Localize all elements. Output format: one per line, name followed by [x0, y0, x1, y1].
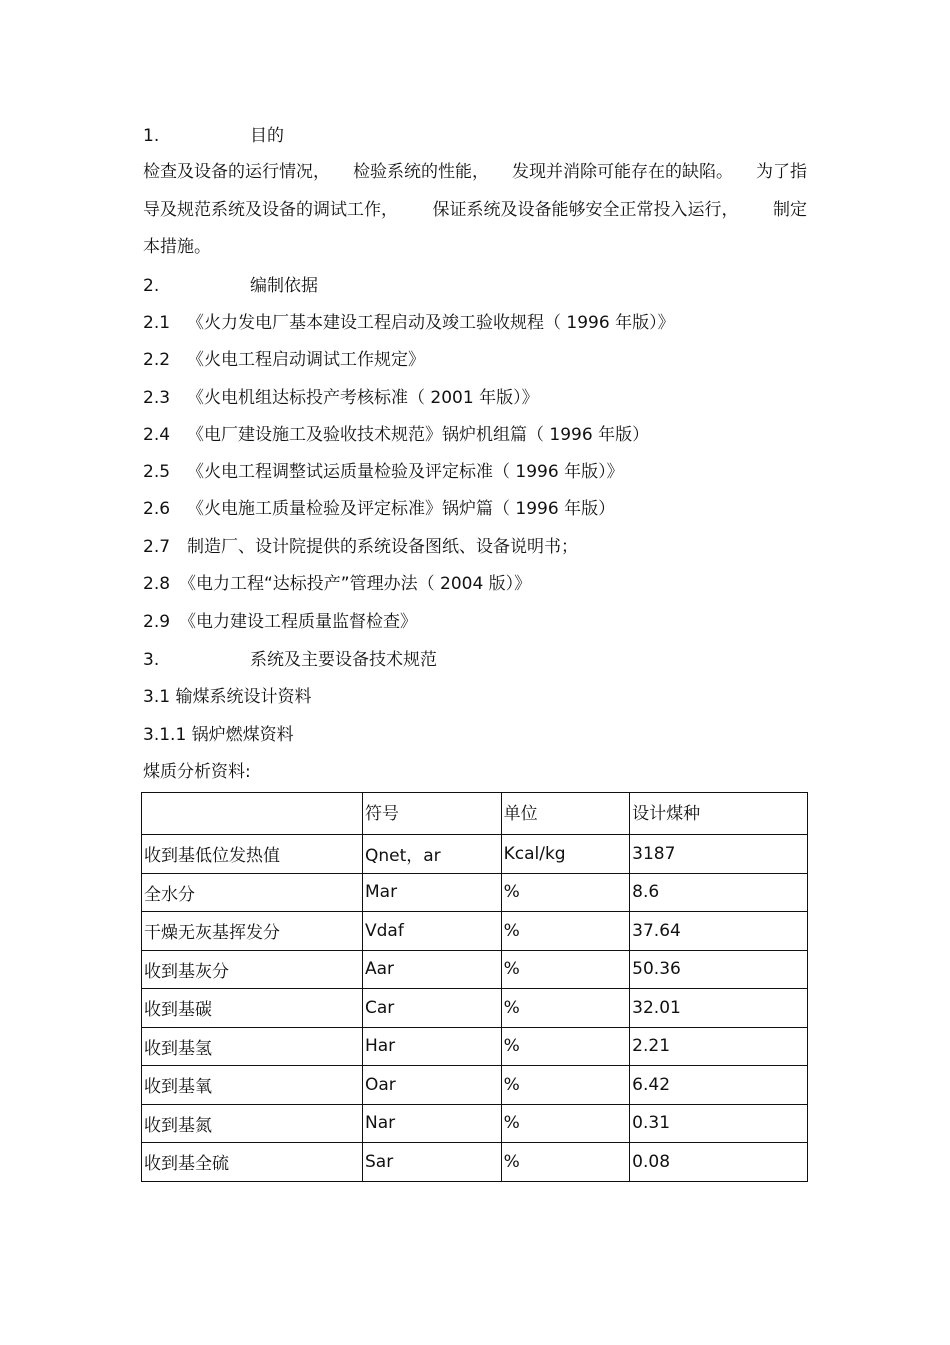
table-cell: 收到基全硫 — [142, 1143, 363, 1182]
reference-number: 2.7 — [143, 537, 171, 557]
table-cell: % — [501, 1027, 630, 1066]
reference-text: 《电力建设工程质量监督检查》 — [179, 612, 417, 632]
reference-text: 《火电工程启动调试工作规定》 — [187, 350, 425, 370]
header-cell — [142, 793, 363, 835]
text-segment: 检验系统的性能， — [353, 162, 489, 182]
section-number: 1. — [143, 126, 160, 146]
table-cell: Vdaf — [362, 912, 501, 951]
reference-text: 《火电机组达标投产考核标准（ 2001 年版）》 — [187, 388, 539, 408]
table-cell: 2.21 — [630, 1027, 808, 1066]
table-cell: % — [501, 1143, 630, 1182]
reference-text: 《电厂建设施工及验收技术规范》锅炉机组篇（ 1996 年版） — [187, 425, 650, 445]
table-row — [142, 989, 808, 1028]
table-cell: Nar — [362, 1104, 501, 1143]
reference-number: 2.9 — [143, 612, 171, 632]
table-row — [142, 1066, 808, 1105]
header-cell: 符号 — [362, 793, 501, 835]
table-row — [142, 950, 808, 989]
table-row — [142, 835, 808, 874]
table-cell: % — [501, 1066, 630, 1105]
table-cell: % — [501, 1104, 630, 1143]
table-caption: 煤质分析资料: — [143, 762, 251, 782]
table-row — [142, 1027, 808, 1066]
paragraph-line — [143, 161, 807, 199]
table-header-row — [142, 793, 808, 835]
table-cell: 8.6 — [630, 873, 808, 912]
reference-number: 2.5 — [143, 462, 171, 482]
table-cell: Kcal/kg — [501, 835, 630, 874]
table-row — [142, 1143, 808, 1182]
paragraph-line — [143, 236, 807, 274]
table-cell: 32.01 — [630, 989, 808, 1028]
table-cell: Har — [362, 1027, 501, 1066]
table-cell: 收到基氧 — [142, 1066, 363, 1105]
table-cell: % — [501, 989, 630, 1028]
reference-number: 2.8 — [143, 574, 171, 594]
section-number: 2. — [143, 276, 160, 296]
table-row — [142, 873, 808, 912]
coal-analysis-table — [141, 792, 808, 1182]
reference-text: 《火电施工质量检验及评定标准》锅炉篇（ 1996 年版） — [187, 499, 616, 519]
reference-text: 《火力发电厂基本建设工程启动及竣工验收规程（ 1996 年版）》 — [187, 313, 675, 333]
text-segment: 本措施。 — [143, 237, 211, 257]
table-cell: 收到基灰分 — [142, 950, 363, 989]
table-cell: 干燥无灰基挥发分 — [142, 912, 363, 951]
table-cell: 收到基氢 — [142, 1027, 363, 1066]
section-title: 系统及主要设备技术规范 — [250, 650, 437, 670]
reference-text: 《电力工程“达标投产”管理办法（ 2004 版）》 — [179, 574, 532, 594]
table-cell: 收到基氮 — [142, 1104, 363, 1143]
table-cell: Aar — [362, 950, 501, 989]
table-cell: Mar — [362, 873, 501, 912]
table-cell: Qnet，ar — [362, 835, 501, 874]
table-cell: Car — [362, 989, 501, 1028]
text-segment: 发现并消除可能存在的缺陷。 — [512, 162, 733, 182]
table-cell: 全水分 — [142, 873, 363, 912]
section-title: 目的 — [250, 126, 284, 146]
table-cell: 0.08 — [630, 1143, 808, 1182]
table-cell: Sar — [362, 1143, 501, 1182]
text-segment: 检查及设备的运行情况， — [143, 162, 330, 182]
reference-number: 2.6 — [143, 499, 171, 519]
table-cell: Oar — [362, 1066, 501, 1105]
table-cell: 50.36 — [630, 950, 808, 989]
table-cell: % — [501, 912, 630, 951]
table-row — [142, 912, 808, 951]
text-segment: 为了指 — [756, 162, 807, 182]
table-row — [142, 1104, 808, 1143]
table-cell: 收到基碳 — [142, 989, 363, 1028]
section-number: 3. — [143, 650, 160, 670]
purpose-paragraph — [143, 161, 807, 274]
reference-number: 2.4 — [143, 425, 171, 445]
header-cell: 设计煤种 — [630, 793, 808, 835]
table-cell: % — [501, 950, 630, 989]
table-cell: 6.42 — [630, 1066, 808, 1105]
reference-number: 2.1 — [143, 313, 171, 333]
table-cell: % — [501, 873, 630, 912]
subsection-heading: 3.1 输煤系统设计资料 — [143, 687, 312, 707]
reference-text: 制造厂、设计院提供的系统设备图纸、设备说明书； — [187, 537, 578, 557]
section-title: 编制依据 — [250, 276, 318, 296]
text-segment: 制定 — [773, 199, 807, 220]
text-segment: 保证系统及设备能够安全正常投入运行， — [432, 199, 739, 220]
reference-number: 2.3 — [143, 388, 171, 408]
header-cell: 单位 — [501, 793, 630, 835]
reference-number: 2.2 — [143, 350, 171, 370]
table-cell: 3187 — [630, 835, 808, 874]
subsubsection-heading: 3.1.1 锅炉燃煤资料 — [143, 725, 294, 745]
reference-text: 《火电工程调整试运质量检验及评定标准（ 1996 年版）》 — [187, 462, 624, 482]
text-segment: 导及规范系统及设备的调试工作， — [143, 199, 398, 220]
table-cell: 37.64 — [630, 912, 808, 951]
table-cell: 收到基低位发热值 — [142, 835, 363, 874]
table-cell: 0.31 — [630, 1104, 808, 1143]
paragraph-line — [143, 199, 807, 237]
